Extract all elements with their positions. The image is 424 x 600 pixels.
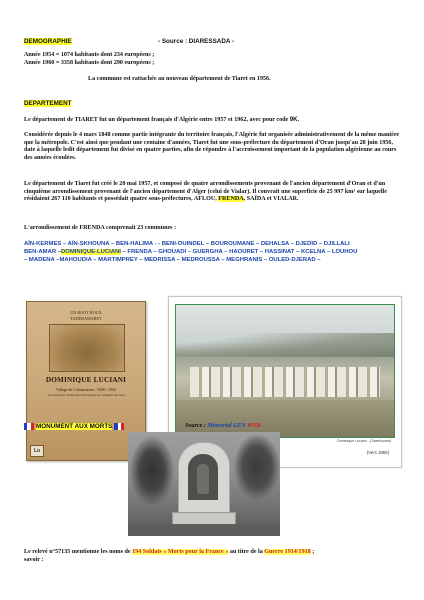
communes-line-1: AÏN-KERMES – AÏN-SKHOUNA – BEN-HALIMA - - BENI-OUINDEL – BOUROUMANE – DEHALSA – DJEDID – DJILLALI [24, 241, 350, 247]
releve-b: au titre de la [228, 549, 265, 555]
departement-p1-a: Le département de TIARET [24, 117, 98, 123]
departement-p3-b: , SAÏDA et VIALAR. [243, 196, 299, 203]
communes-line-2-a: BEN-AMAR – [24, 249, 61, 255]
book-subtitle: Village de Colonisation : 1926 / 1962 [56, 387, 116, 392]
book-badge: Lo [30, 445, 44, 457]
arrondissement-heading: L'arrondissement de FRENDA comprenait 23 communes : [24, 225, 177, 231]
guerre-highlight: Guerre 1914/1918 [264, 549, 311, 555]
photo-year: (Vers 1950) [366, 450, 389, 455]
departement-code: 9K [289, 116, 298, 123]
demographie-source: - Source : DIARESSADA - [158, 38, 235, 45]
monument-source [185, 423, 261, 429]
dominique-luciani-highlight: DOMINIQUE-LUCIANI [60, 249, 121, 255]
departement-heading-text: DEPARTEMENT [24, 100, 72, 107]
gen-link[interactable]: GEN [233, 423, 246, 429]
departement-p3 [24, 181, 406, 204]
web-link[interactable]: WEB [247, 423, 261, 429]
photo-label: Dominique Luciani - (Tiaret/ouest) [337, 439, 391, 443]
communes-list [24, 240, 404, 264]
departement-p1 [24, 116, 402, 125]
communes-line-2-b: – FRENDA – GHOUADI – GUERGHA – HAOURET – HASSINAT – KCELNA – LOUHOU [120, 249, 358, 255]
buildings-row [190, 367, 380, 397]
hill-shape [176, 333, 394, 357]
flag-icon-right [114, 423, 124, 430]
soldats-highlight: 194 Soldats « Morts pour la France » [132, 549, 229, 555]
book-subtitle-2: Les Derniers Tombeaux Européens de l'Algérie du Sud [47, 393, 125, 397]
frenda-highlight: FRENDA [218, 196, 244, 203]
monument-heading-text: MONUMENT AUX MORTS [36, 423, 113, 430]
demographie-heading [24, 38, 72, 45]
releve-paragraph [24, 549, 406, 564]
departement-p3-a: Le département de Tiaret fut créé le 20 mai 1957, et composé de quatre arrondissements provenant de l'ancien département d'Oran et d'un cinquième arrondissement provenant de l'ancien département d'Alger (celui de Vialar). Il couvrait une superficie de 25 997 km² sur laquelle résidaient 267 110 habitants et possédait quatre sous-préfectures, AFLOU, [24, 181, 387, 203]
book-author-2: TADERAMARET [70, 316, 102, 321]
monument-statue [197, 464, 209, 494]
ground [128, 524, 280, 536]
monument-heading-row [24, 423, 124, 430]
communes-line-2 [24, 248, 404, 256]
book-illustration [49, 324, 125, 372]
savoir-text: savoir : [24, 556, 44, 563]
village-photo [175, 304, 395, 438]
flag-icon-left [24, 423, 34, 430]
departement-p1-b: fut un département français d'Algérie entre 1957 et 1962, avec pour code [97, 117, 290, 123]
departement-heading [24, 100, 71, 107]
releve-a: Le relevé n°57135 mentionne les noms de [24, 549, 133, 555]
rattachement-sentence: La commune est rattachée au nouveau département de Tiaret en 1956. [88, 76, 271, 82]
memorial-link[interactable]: Mémorial [207, 423, 232, 429]
tree-left [130, 436, 174, 506]
tree-right [234, 434, 280, 500]
book-title: DOMINIQUE LUCIANI [45, 376, 127, 384]
demographie-heading-text: DEMOGRAPHIE [24, 38, 72, 45]
departement-p2: Considérée depuis le 4 mars 1848 comme partie intégrante du territoire français, l'Algérie fut organisée administrativement de la même manière que la métropole. C'est ainsi que pendant une centaine d'années, Tiaret fut une sous-préfecture du département d'Oran jusqu'au 28 juin 1956, date à laquelle ledit département fut divisé en quatre parties, afin de répondre à l'accroissement important de la population algérienne au cours des années écoulées. [24, 132, 400, 161]
population-1954: Année 1954 = 1074 habitants dont 234 européens ; [24, 52, 155, 58]
monument-source-label: Source : [185, 423, 208, 429]
monument-photo [128, 432, 280, 536]
population-1960: Année 1960 = 3358 habitants dont 290 européens ; [24, 60, 155, 66]
book-author: UN ROOT ROUX [70, 310, 102, 315]
communes-line-3: – MADENA –MAHOUDIA – MARTIMPREY – MEDRISSA – MEDROUSSA – MEGHRANIS – OULED-DJERAD – [24, 257, 321, 263]
departement-p1-c: . [297, 117, 300, 123]
releve-c: ; [310, 549, 315, 555]
